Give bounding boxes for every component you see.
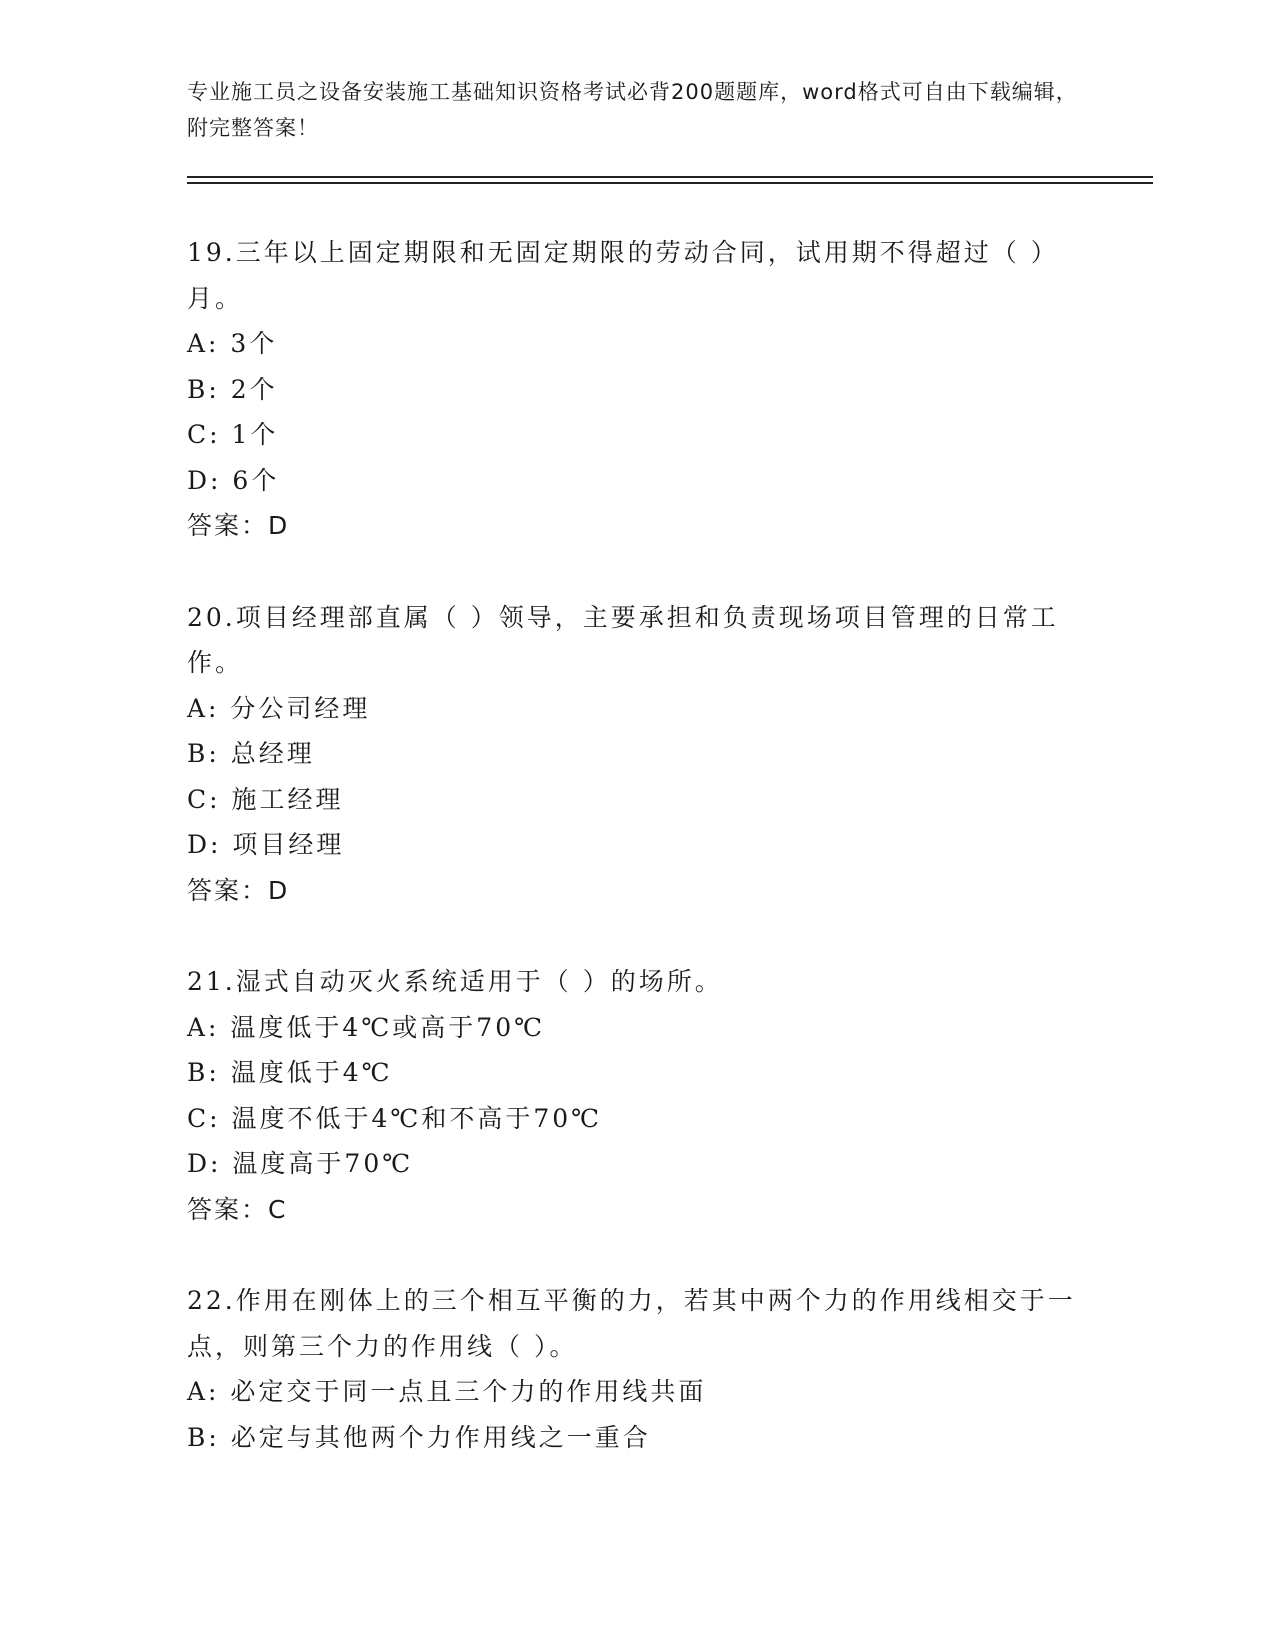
question-stem: 22.作用在刚体上的三个相互平衡的力，若其中两个力的作用线相交于一点，则第三个力的作用线（ ）。 xyxy=(187,1286,1076,1361)
question-stem: 19.三年以上固定期限和无固定期限的劳动合同，试用期不得超过（ ）月。 xyxy=(187,238,1059,313)
option-b: B: 总经理 xyxy=(187,739,315,768)
option-d: D: 温度高于70℃ xyxy=(187,1149,414,1178)
question-stem: 21.湿式自动灭火系统适用于（ ）的场所。 xyxy=(187,967,723,996)
question-stem: 20.项目经理部直属（ ）领导，主要承担和负责现场项目管理的日常工作。 xyxy=(187,602,1059,677)
answer-label: 答案：D xyxy=(187,511,290,540)
option-a: A: 3个 xyxy=(187,329,278,358)
option-b: B: 2个 xyxy=(187,374,278,404)
question-21 xyxy=(187,959,1087,1232)
question-20 xyxy=(187,595,1087,914)
document-title: 专业施工员之设备安装施工基础知识资格考试必背200题题库，word格式可自由下载编辑，附完整答案！ xyxy=(187,80,1078,140)
option-a: A: 必定交于同一点且三个力的作用线共面 xyxy=(187,1377,707,1406)
header-divider-bottom xyxy=(187,182,1153,184)
header-divider-top xyxy=(187,176,1153,178)
option-d: D: 6个 xyxy=(187,465,280,495)
option-c: C: 施工经理 xyxy=(187,784,344,814)
option-d: D: 项目经理 xyxy=(187,830,345,859)
option-c: C: 1个 xyxy=(187,420,279,449)
option-b: B: 必定与其他两个力作用线之一重合 xyxy=(187,1422,651,1452)
answer-label: 答案：C xyxy=(187,1194,288,1224)
question-19 xyxy=(187,230,1087,549)
question-22 xyxy=(187,1278,1087,1460)
option-a: A: 温度低于4℃或高于70℃ xyxy=(187,1012,546,1042)
answer-label: 答案：D xyxy=(187,875,290,905)
question-list xyxy=(187,230,1087,1506)
option-c: C: 温度不低于4℃和不高于70℃ xyxy=(187,1103,603,1133)
option-b: B: 温度低于4℃ xyxy=(187,1058,393,1087)
document-header xyxy=(187,74,1087,146)
option-a: A: 分公司经理 xyxy=(187,693,371,723)
